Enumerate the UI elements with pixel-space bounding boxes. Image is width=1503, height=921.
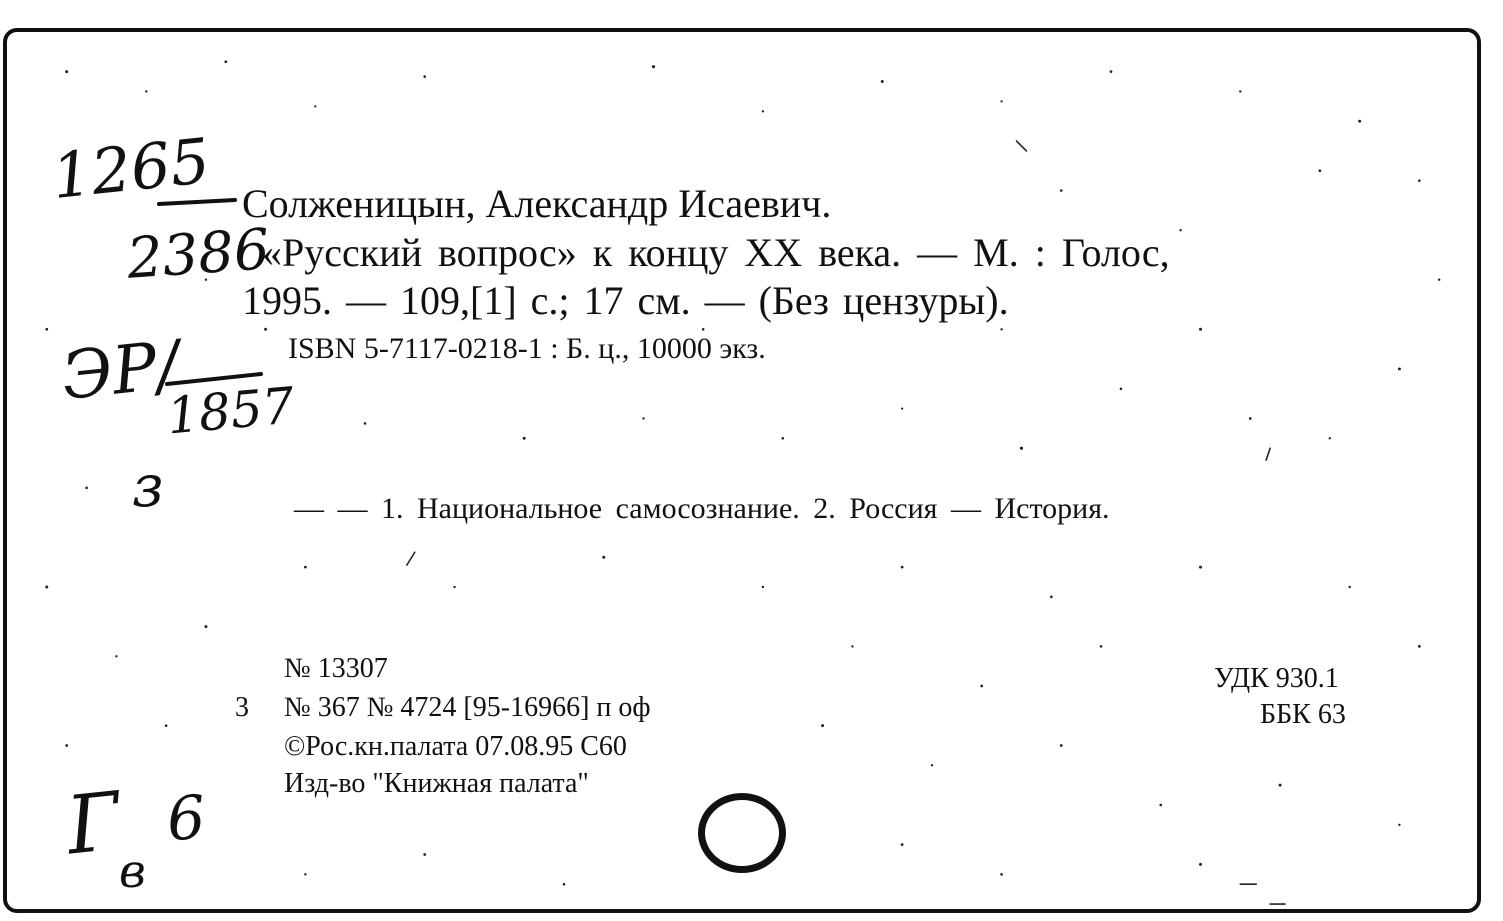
- udk-code: УДК 930.1: [1214, 663, 1339, 694]
- title-line-1: «Русский вопрос» к концу XX века. — М. : Голос,: [262, 230, 1170, 275]
- bbk-code: ББК 63: [1260, 699, 1346, 730]
- handwritten-mark-bottom-sup: 6: [164, 782, 208, 856]
- subject-headings: — — 1. Национальное самосознание. 2. Россия — История.: [294, 492, 1110, 525]
- handwritten-dash: [157, 190, 237, 210]
- record-line-2: № 367 № 4724 [95-16966] п оф: [284, 692, 651, 723]
- copyright-line: ©Рос.кн.палата 07.08.95 С60: [284, 731, 627, 762]
- record-number: № 13307: [284, 653, 388, 684]
- author-heading: Солженицын, Александр Исаевич.: [242, 181, 832, 226]
- publisher-line: Изд-во "Книжная палата": [284, 768, 589, 799]
- handwritten-mark-bottom-sub: в: [119, 844, 146, 898]
- handwritten-number-second: 2386: [124, 217, 272, 292]
- title-line-2: 1995. — 109,[1] с.; 17 см. — (Без цензуры).: [242, 278, 1009, 323]
- paper-speckle-texture: [7, 32, 1477, 909]
- handwritten-mark-bottom: Г: [62, 774, 125, 873]
- handwritten-number-top: 1265: [48, 123, 214, 214]
- circle-stamp: [698, 793, 786, 873]
- catalog-card: [3, 28, 1481, 913]
- handwritten-shelf-number: 1857: [164, 376, 297, 446]
- handwritten-shelf-prefix: ЭР/: [58, 326, 183, 415]
- bottom-prefix-number: 3: [235, 692, 249, 723]
- handwritten-overline: [165, 368, 265, 388]
- handwritten-mark-left: з: [132, 452, 164, 520]
- isbn-line: ISBN 5-7117-0218-1 : Б. ц., 10000 экз.: [288, 332, 766, 365]
